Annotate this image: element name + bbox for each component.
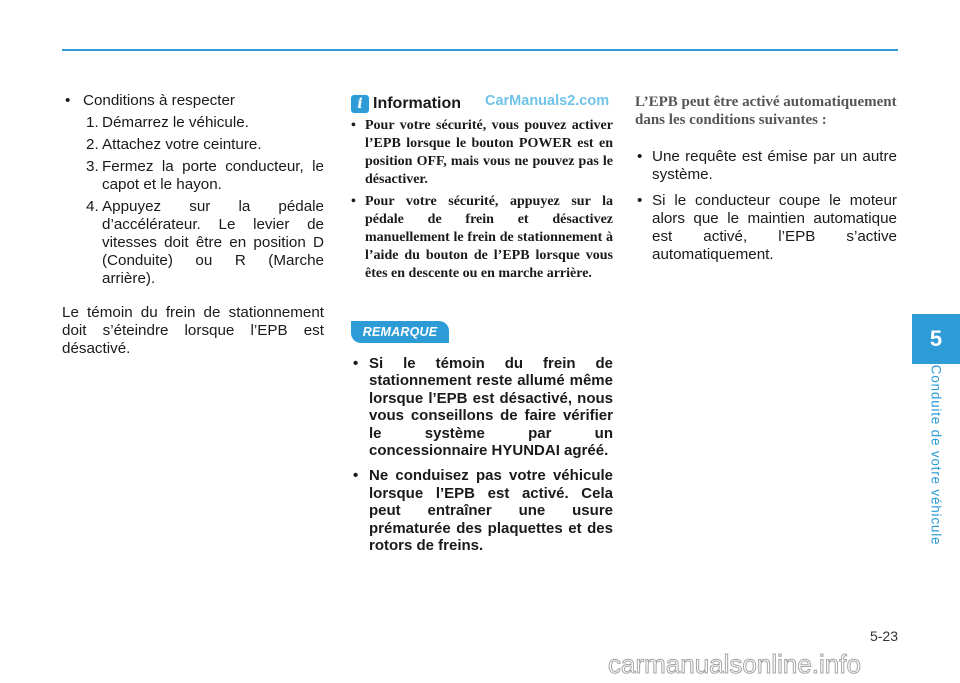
auto-activation-text: Si le conducteur coupe le moteur alors que le maintien automatique est activé, l’EPB s’active automatiquement.: [652, 192, 897, 263]
information-text: Pour votre sécurité, appuyez sur la pédale de frein et désactivez manuellement le frein de stationnement à l’aide du bouton de l’EPB lorsque vous êtes en descente ou en marche arrière.: [365, 194, 613, 281]
information-header: [351, 95, 461, 113]
information-title: Information: [373, 95, 461, 112]
auto-activation-item: [635, 192, 897, 264]
remarque-item: [351, 355, 613, 459]
watermark-top: CarManuals2.com: [485, 93, 610, 109]
conditions-steps: [62, 114, 324, 288]
info-icon: i: [351, 95, 369, 113]
information-text: Pour votre sécurité, vous pouvez activer l’EPB lorsque le bouton POWER est en position OFF, mais vous ne pouvez pas le désactiver.: [365, 118, 613, 187]
step-number: 1.: [86, 114, 99, 131]
conditions-heading: Conditions à respecter: [83, 92, 235, 109]
step-text: Fermez la porte conducteur, le capot et le hayon.: [102, 158, 324, 193]
remarque-text: Si le témoin du frein de stationnement reste allumé même lorsque l’EPB est désactivé, nous vous conseillons de faire vérifier le système par un concessionnaire HYUNDAI agréé.: [369, 355, 613, 460]
indicator-paragraph: Le témoin du frein de stationnement doit s’éteindre lorsque l’EPB est désactivé.: [62, 304, 324, 357]
remarque-item: [351, 467, 613, 554]
chapter-label: Conduite de votre véhicule: [928, 364, 944, 546]
footer-watermark-text: carmanualsonline.info: [608, 649, 861, 678]
remarque-list: [351, 355, 613, 562]
bullet-dot: •: [351, 194, 356, 209]
page-number: 5-23: [869, 628, 898, 644]
top-rule: [62, 49, 898, 51]
remarque-badge: REMARQUE: [351, 321, 449, 343]
auto-activation-item: [635, 148, 897, 184]
step-text: Attachez votre ceinture.: [102, 136, 262, 153]
information-list: [351, 117, 613, 287]
information-item: [351, 117, 613, 189]
bullet-dot: •: [353, 355, 359, 372]
bullet-dot: •: [637, 192, 643, 209]
bullet-dot: •: [351, 118, 356, 133]
step-number: 3.: [86, 158, 99, 175]
bullet-dot: •: [353, 467, 359, 485]
information-item: [351, 193, 613, 283]
step-text: Appuyez sur la pédale d’accélérateur. Le levier de vitesses doit être en position D (Conduite) ou R (Marche arrière).: [102, 198, 324, 287]
bullet-dot: •: [637, 148, 643, 165]
step-text: Démarrez le véhicule.: [102, 114, 249, 131]
auto-activation-text: Une requête est émise par un autre système.: [652, 148, 897, 183]
conditions-section: [62, 92, 324, 358]
auto-activation-title: L’EPB peut être activé automatiquement dans les conditions suivantes :: [635, 94, 897, 128]
step-item: [86, 114, 324, 132]
conditions-heading-item: [62, 92, 324, 110]
bullet-dot: •: [65, 92, 71, 109]
step-item: [86, 158, 324, 194]
step-item: [86, 136, 324, 154]
footer-watermark-graphic: [604, 648, 956, 678]
step-number: 4.: [86, 198, 99, 215]
chapter-tab: 5: [912, 314, 960, 364]
remarque-text: Ne conduisez pas votre véhicule lorsque l’EPB est activé. Cela peut entraîner une usure prématurée des plaquettes et des rotors de freins.: [369, 467, 613, 555]
step-number: 2.: [86, 136, 99, 153]
auto-activation-list: [635, 148, 897, 272]
footer-watermark: [604, 648, 956, 678]
step-item: [86, 198, 324, 288]
